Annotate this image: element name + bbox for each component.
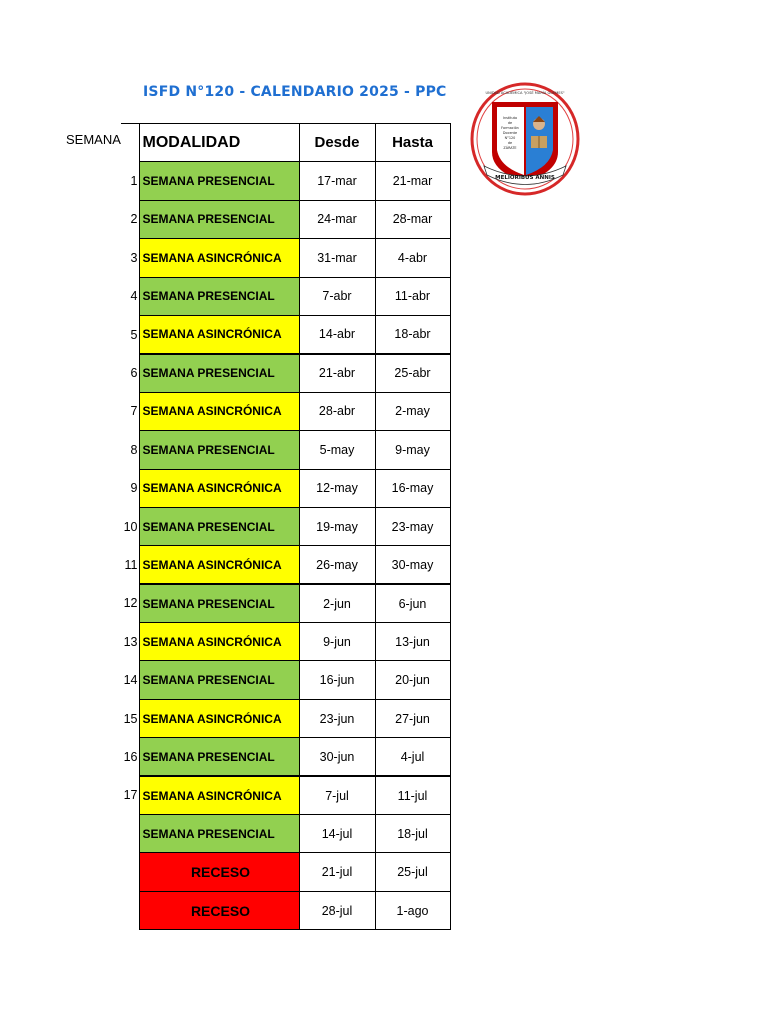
table-row [121, 431, 450, 469]
desde-header: Desde [299, 124, 375, 162]
desde-cell: 24-mar [299, 200, 375, 238]
svg-text:Docente: Docente [502, 131, 518, 135]
svg-text:Instituto: Instituto [502, 116, 518, 120]
modalidad-cell: SEMANA PRESENCIAL [139, 277, 299, 315]
table-row [121, 546, 450, 584]
desde-cell: 17-mar [299, 162, 375, 200]
week-number: 10 [123, 519, 138, 534]
desde-cell: 7-jul [299, 776, 375, 814]
week-number: 9 [130, 481, 138, 496]
table-row [121, 392, 450, 430]
hasta-cell: 18-abr [375, 315, 450, 353]
desde-cell: 14-abr [299, 315, 375, 353]
hasta-cell: 25-abr [375, 354, 450, 392]
hasta-cell: 1-ago [375, 891, 450, 929]
table-row [121, 469, 450, 507]
hasta-cell: 11-jul [375, 776, 450, 814]
hasta-cell: 23-may [375, 507, 450, 545]
week-number: 15 [123, 711, 138, 726]
week-number: 13 [123, 634, 138, 649]
hasta-cell: 16-may [375, 469, 450, 507]
table-row [121, 661, 450, 699]
modalidad-cell: SEMANA PRESENCIAL [139, 354, 299, 392]
table-row [121, 623, 450, 661]
modalidad-cell: SEMANA PRESENCIAL [139, 431, 299, 469]
desde-cell: 26-may [299, 546, 375, 584]
week-number [121, 815, 139, 853]
hasta-cell: 30-may [375, 546, 450, 584]
hasta-cell: 11-abr [375, 277, 450, 315]
svg-text:de: de [507, 121, 513, 125]
week-number: 4 [130, 289, 138, 304]
hasta-cell: 13-jun [375, 623, 450, 661]
desde-cell: 14-jul [299, 815, 375, 853]
table-header-row [121, 124, 450, 162]
modalidad-cell: SEMANA ASINCRÓNICA [139, 392, 299, 430]
desde-cell: 31-mar [299, 239, 375, 277]
modalidad-cell: SEMANA PRESENCIAL [139, 584, 299, 622]
week-number: 16 [123, 749, 138, 764]
desde-cell: 7-abr [299, 277, 375, 315]
modalidad-header: MODALIDAD [139, 124, 299, 162]
hasta-cell: 4-abr [375, 239, 450, 277]
week-number: 6 [130, 366, 138, 381]
week-number: 14 [123, 673, 138, 688]
logo-ribbon-text: MELIORIBUS ANNIS [495, 175, 555, 181]
modalidad-cell: SEMANA PRESENCIAL [139, 200, 299, 238]
modalidad-cell: SEMANA ASINCRÓNICA [139, 546, 299, 584]
table-row [121, 507, 450, 545]
desde-cell: 21-abr [299, 354, 375, 392]
desde-cell: 28-jul [299, 891, 375, 929]
logo-top-text: UNIDAD ACADÉMICA "JOSÉ MARÍA GÜEMES" [485, 91, 565, 95]
num-header-cell [121, 124, 139, 162]
modalidad-cell: SEMANA PRESENCIAL [139, 661, 299, 699]
table-row [121, 584, 450, 622]
modalidad-cell: SEMANA PRESENCIAL [139, 162, 299, 200]
week-number: 5 [130, 327, 138, 342]
modalidad-cell: SEMANA ASINCRÓNICA [139, 315, 299, 353]
table-row [121, 162, 450, 200]
week-number: 8 [130, 442, 138, 457]
hasta-header: Hasta [375, 124, 450, 162]
modalidad-cell: SEMANA ASINCRÓNICA [139, 623, 299, 661]
table-row [121, 699, 450, 737]
table-row [121, 315, 450, 353]
hasta-cell: 6-jun [375, 584, 450, 622]
desde-cell: 28-abr [299, 392, 375, 430]
desde-cell: 19-may [299, 507, 375, 545]
table-row [121, 815, 450, 853]
table-row [121, 853, 450, 891]
desde-cell: 21-jul [299, 853, 375, 891]
week-number: 7 [130, 404, 138, 419]
hasta-cell: 9-may [375, 431, 450, 469]
week-number [121, 853, 139, 891]
page-title: ISFD N°120 - CALENDARIO 2025 - PPC [143, 84, 447, 100]
hasta-cell: 20-jun [375, 661, 450, 699]
hasta-cell: 4-jul [375, 738, 450, 776]
week-number: 12 [123, 596, 138, 611]
modalidad-cell: RECESO [139, 891, 299, 929]
hasta-cell: 2-may [375, 392, 450, 430]
desde-cell: 12-may [299, 469, 375, 507]
modalidad-cell: SEMANA ASINCRÓNICA [139, 776, 299, 814]
desde-cell: 23-jun [299, 699, 375, 737]
modalidad-cell: SEMANA ASINCRÓNICA [139, 239, 299, 277]
table-row [121, 891, 450, 929]
svg-text:ZÁRATE: ZÁRATE [503, 146, 517, 150]
modalidad-cell: SEMANA ASINCRÓNICA [139, 469, 299, 507]
svg-text:N°120: N°120 [504, 136, 516, 140]
modalidad-cell: SEMANA ASINCRÓNICA [139, 699, 299, 737]
table-row [121, 776, 450, 814]
desde-cell: 2-jun [299, 584, 375, 622]
semana-column-header: SEMANA [66, 132, 121, 147]
hasta-cell: 25-jul [375, 853, 450, 891]
svg-text:de: de [507, 141, 513, 145]
table-row [121, 239, 450, 277]
hasta-cell: 21-mar [375, 162, 450, 200]
svg-text:Formación: Formación [501, 126, 519, 130]
desde-cell: 9-jun [299, 623, 375, 661]
desde-cell: 5-may [299, 431, 375, 469]
table-row [121, 738, 450, 776]
table-row [121, 277, 450, 315]
hasta-cell: 18-jul [375, 815, 450, 853]
hasta-cell: 28-mar [375, 200, 450, 238]
modalidad-cell: RECESO [139, 853, 299, 891]
week-number: 11 [124, 557, 138, 572]
hasta-cell: 27-jun [375, 699, 450, 737]
week-number: 3 [130, 250, 138, 265]
calendar-table [121, 123, 451, 930]
table-row [121, 354, 450, 392]
modalidad-cell: SEMANA PRESENCIAL [139, 815, 299, 853]
week-number: 1 [130, 174, 138, 189]
week-number: 17 [123, 788, 138, 803]
modalidad-cell: SEMANA PRESENCIAL [139, 738, 299, 776]
institution-logo [470, 82, 580, 196]
week-number [121, 891, 139, 929]
desde-cell: 16-jun [299, 661, 375, 699]
week-number: 2 [130, 212, 138, 227]
table-row [121, 200, 450, 238]
desde-cell: 30-jun [299, 738, 375, 776]
modalidad-cell: SEMANA PRESENCIAL [139, 507, 299, 545]
